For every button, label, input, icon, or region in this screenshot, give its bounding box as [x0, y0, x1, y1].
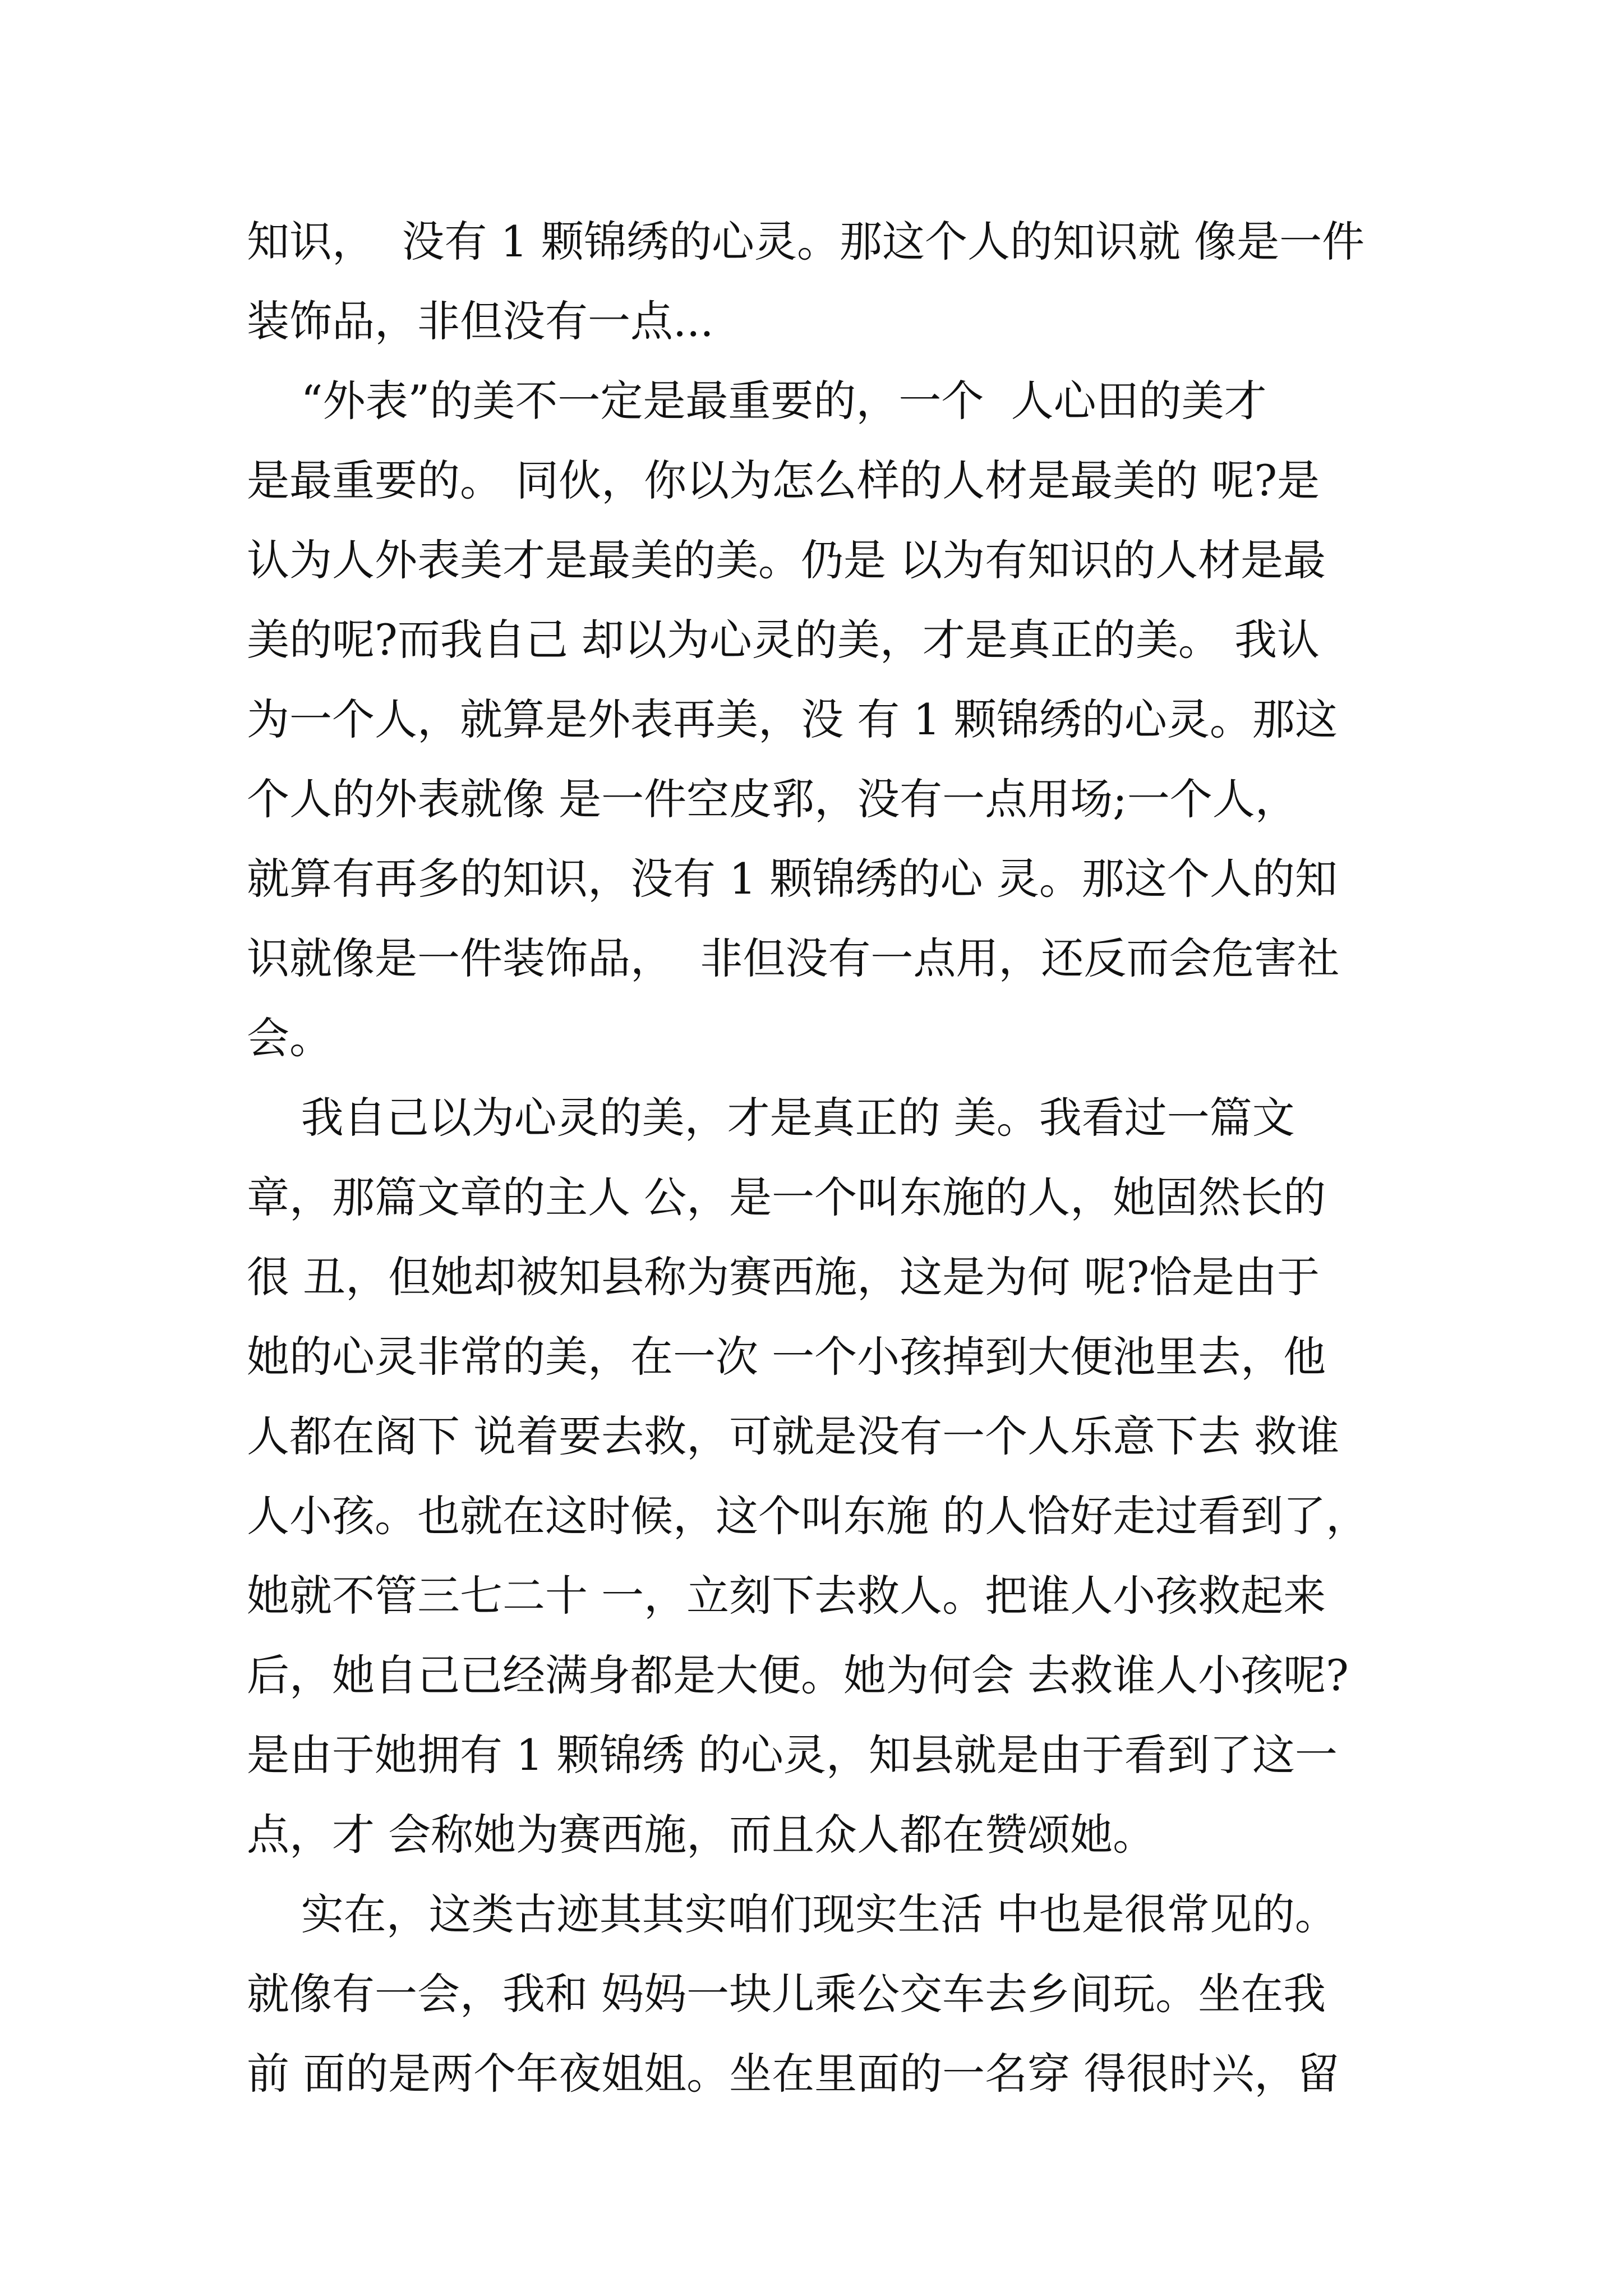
text-line: 就像有一会，我和 妈妈一块儿乘公交车去乡间玩。坐在我: [247, 1969, 1326, 2019]
text-line: 很 丑，但她却被知县称为赛西施，这是为何 呢?恰是由于: [247, 1252, 1320, 1302]
text-line: 人小孩。也就在这时候，这个叫东施 的人恰好走过看到了，: [247, 1491, 1369, 1541]
text-line: 实在，这类古迹其其实咱们现实生活 中也是很常见的。: [247, 1889, 1338, 1939]
text-line: 装饰品，非但没有一点...: [247, 296, 714, 346]
text-line: 人都在阁下 说着要去救，可就是没有一个人乐意下去 救谁: [247, 1411, 1340, 1461]
text-line: 她就不管三七二十 一，立刻下去救人。把谁人小孩救起来: [247, 1571, 1326, 1621]
text-line: 章，那篇文章的主人 公，是一个叫东施的人，她固然长的: [247, 1172, 1326, 1222]
text-line: 美的呢?而我自己 却以为心灵的美，才是真正的美。 我认: [247, 615, 1320, 665]
text-line: 为一个人，就算是外表再美，没 有 1 颗锦绣的心灵。那这: [247, 694, 1338, 744]
text-line: 是最重要的。 同伙，你以为怎么样的人材是最美的 呢?是: [247, 455, 1320, 505]
text-line: 认为人外表美才是最美的美。仍是 以为有知识的人材是最: [247, 535, 1326, 585]
text-line: “外表”的美不一定是最重要的，一个 人心田的美才: [247, 376, 1267, 426]
text-line: 是由于她拥有 1 颗锦绣 的心灵，知县就是由于看到了这一: [247, 1730, 1338, 1780]
text-line: 知识， 没有 1 颗锦绣的心灵。那这个人的知识就 像是一件: [247, 217, 1365, 266]
body-text: [247, 202, 1402, 2114]
text-line: 个人的外表就像 是一件空皮郛，没有一点用场;一个人，: [247, 774, 1298, 824]
text-line: 她的心灵非常的美，在一次 一个小孩掉到大便池里去，他: [247, 1332, 1326, 1382]
text-line: 会。: [247, 1013, 332, 1063]
text-line: 就算有再多的知识，没有 1 颗锦绣的心 灵。那这个人的知: [247, 854, 1338, 904]
text-line: 前 面的是两个年夜姐姐。坐在里面的一名穿 得很时兴，留: [247, 2049, 1340, 2099]
text-line: 我自己以为心灵的美，才是真正的 美。我看过一篇文: [247, 1093, 1295, 1143]
text-line: 点，才 会称她为赛西施，而且众人都在赞颂她。: [247, 1810, 1156, 1860]
text-line: 后，她自己已经满身都是大便。她为何会 去救谁人小孩呢?: [247, 1650, 1349, 1700]
text-line: 识就像是一件装饰品， 非但没有一点用，还反而会危害社: [247, 933, 1340, 983]
